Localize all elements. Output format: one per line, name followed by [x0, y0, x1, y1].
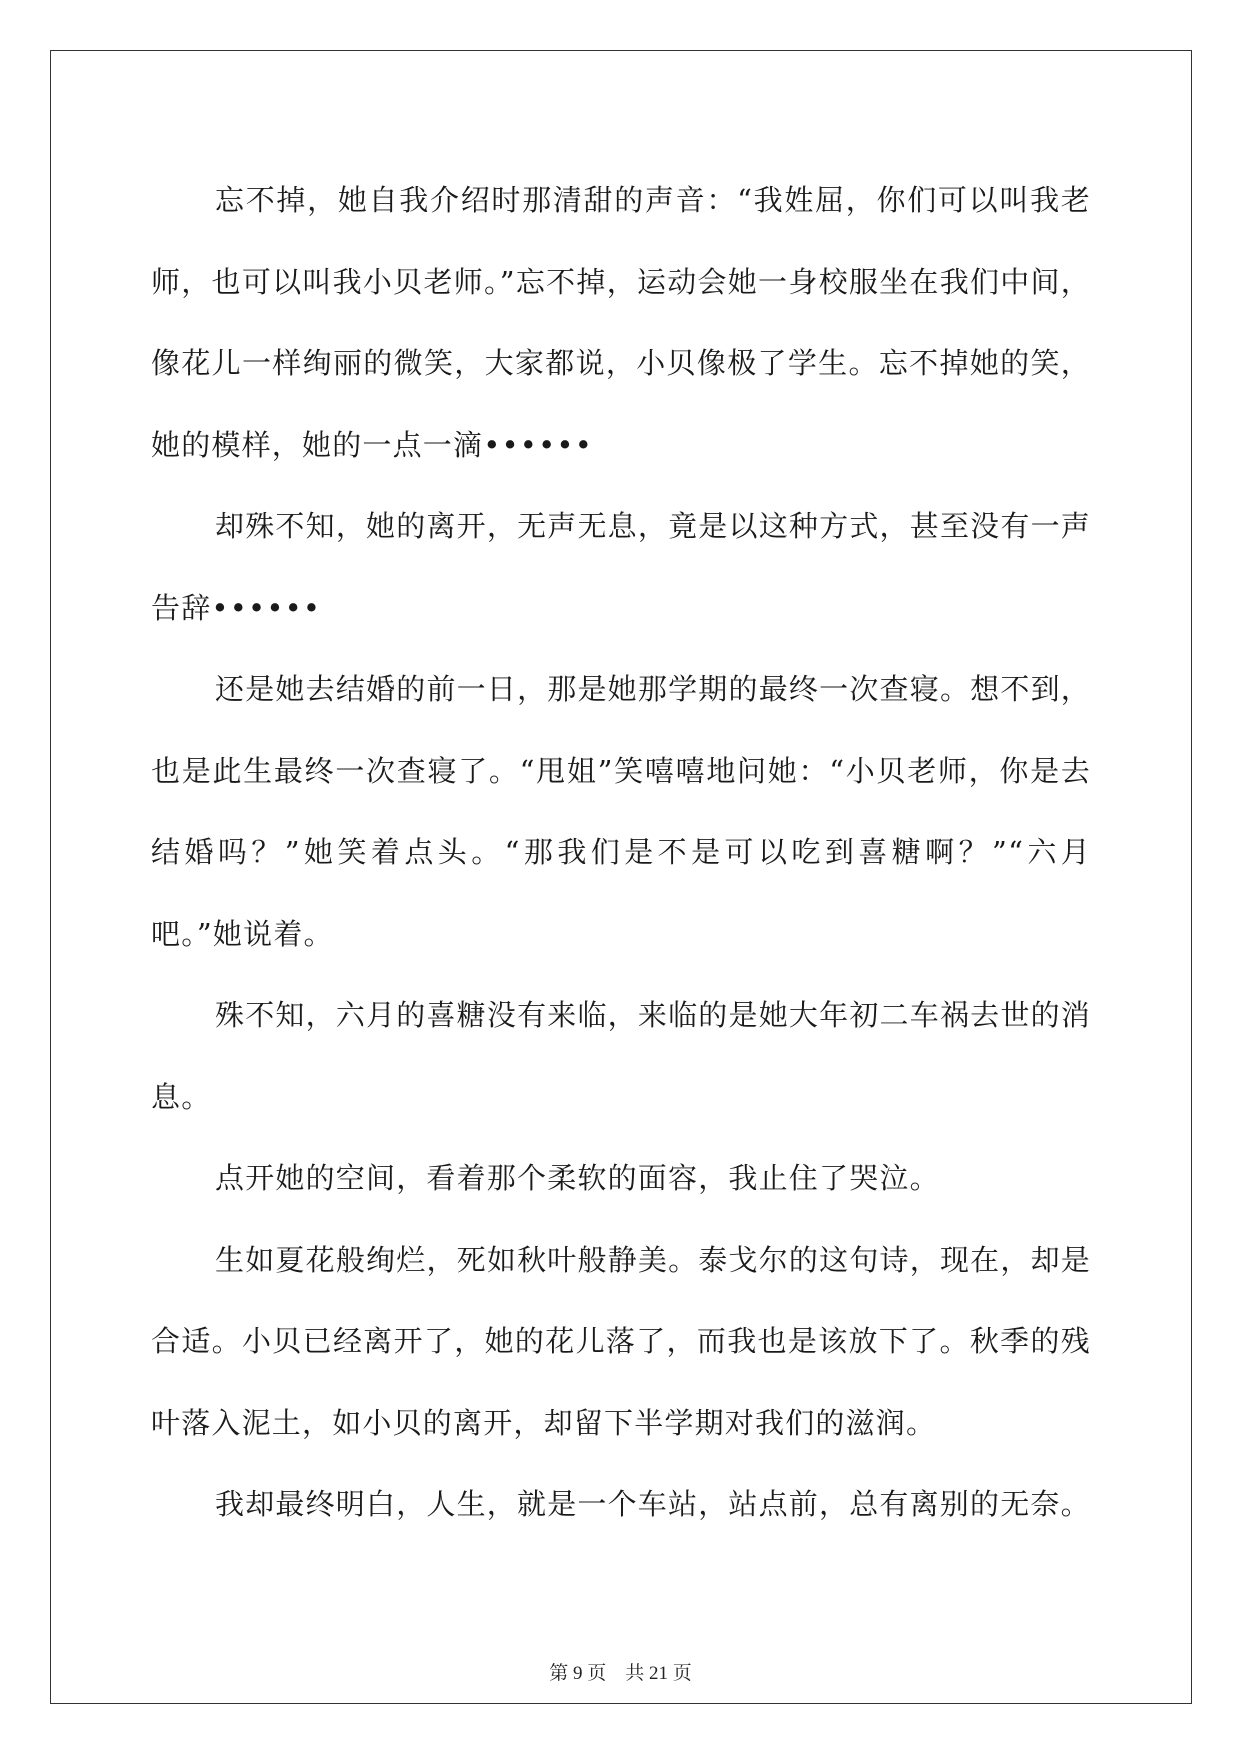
paragraph: 忘不掉，她自我介绍时那清甜的声音：“我姓屈，你们可以叫我老师，也可以叫我小贝老师。”忘不掉，运动会她一身校服坐在我们中间，像花儿一样绚丽的微笑，大家都说，小贝像极了学生。忘不掉她的笑，她的模样，她的一点一滴•••••• — [151, 183, 1091, 462]
page-number: 第 9 页 — [549, 1663, 607, 1684]
paragraph: 还是她去结婚的前一日，那是她那学期的最终一次查寝。想不到，也是此生最终一次查寝了。“甩姐”笑嘻嘻地问她：“小贝老师，你是去结婚吗？”她笑着点头。“那我们是不是可以吃到喜糖啊？”“六月吧。”她说着。 — [151, 672, 1091, 951]
total-pages: 共 21 页 — [625, 1663, 692, 1684]
paragraph: 我却最终明白，人生，就是一个车站，站点前，总有离别的无奈。 — [215, 1487, 1091, 1521]
page-footer — [0, 1658, 1241, 1685]
paragraph: 殊不知，六月的喜糖没有来临，来临的是她大年初二车祸去世的消息。 — [151, 998, 1091, 1114]
document-body — [151, 160, 1091, 1546]
paragraph: 生如夏花般绚烂，死如秋叶般静美。泰戈尔的这句诗，现在，却是合适。小贝已经离开了，她的花儿落了，而我也是该放下了。秋季的残叶落入泥土，如小贝的离开，却留下半学期对我们的滋润。 — [151, 1242, 1091, 1440]
paragraph: 点开她的空间，看着那个柔软的面容，我止住了哭泣。 — [215, 1161, 940, 1195]
paragraph: 却殊不知，她的离开，无声无息，竟是以这种方式，甚至没有一声告辞•••••• — [151, 509, 1091, 625]
